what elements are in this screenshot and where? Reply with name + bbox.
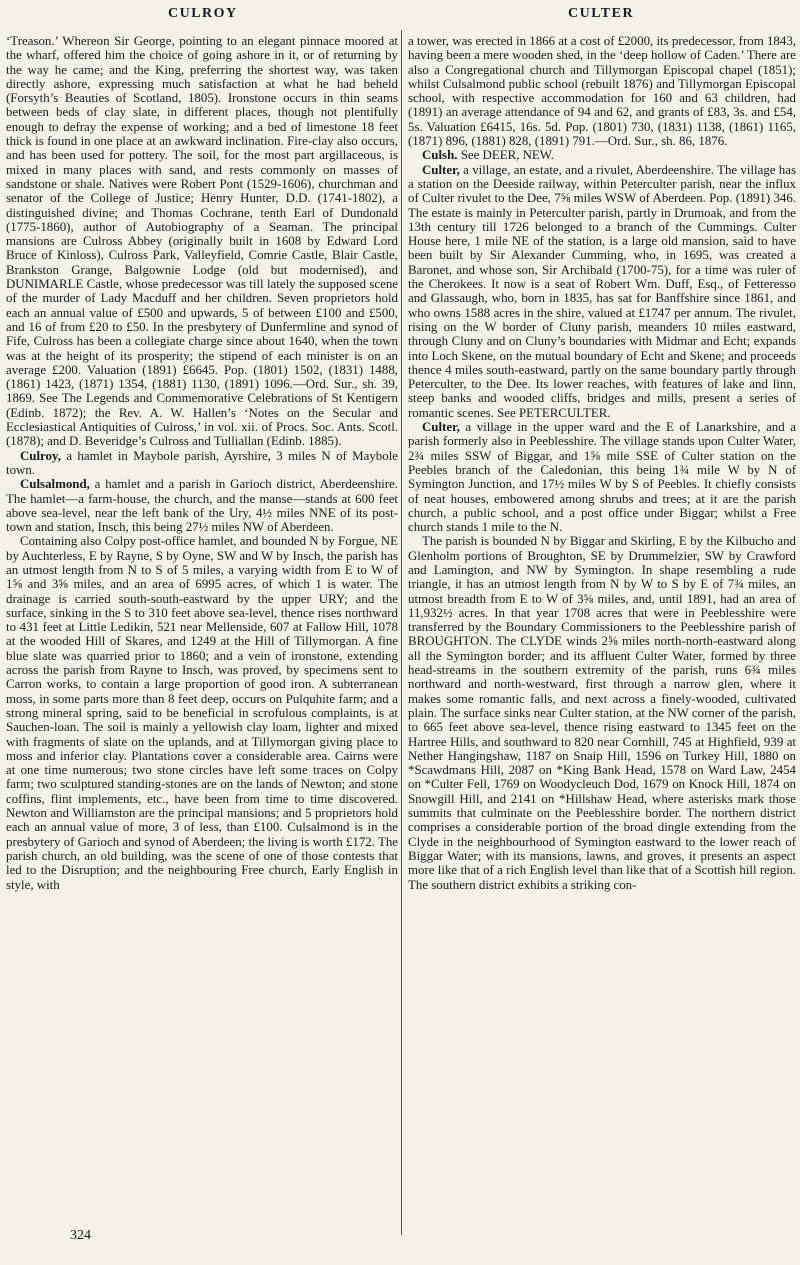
headword-culsh: Culsh. [422,148,458,163]
entry-culsh [408,148,796,162]
entry-culsalmond-text: a hamlet and a parish in Garioch district, Aberdeenshire. The hamlet—a farm-house, the church, and the manse—stands at 600 feet above sea-level, near the left bank of the Ury, 4½ miles NNE of its post-town and station, Insch, this being 27½ miles NW of Aberdeen. [6,477,398,535]
right-column [408,34,796,892]
headword-culsalmond: Culsalmond, [20,477,90,492]
page-number: 324 [70,1228,91,1243]
running-header [0,6,800,26]
left-column [6,34,398,892]
culross-continued-paragraph: ‘Treason.’ Whereon Sir George, pointing to an elegant pinnace moored at the wharf, offered him the choice of going ashore in it, or of returning by the way he came; and the King, preferring the shortest way, was taken directly ashore, expressing much satisfaction at what he had beheld (Forsyth’s Beauties of Scotland, 1805). Ironstone occurs in thin seams between beds of clay slate, in different places, though not plentifully enough to defray the expense of working; and a bed of limestone 18 feet thick is found in one place at an awkward inclination. Fire-clay also occurs, and has been used for pottery. The soil, for the most part argillaceous, is mixed in many places with sand, and rests commonly on masses of sandstone or shale. Natives were Robert Pont (1529-1606), churchman and senator of the College of Justice; Henry Hunter, D.D. (1741-1802), a distinguished divine; and Thomas Cochrane, tenth Earl of Dundonald (1775-1860), author of Autobiography of a Seaman. The principal mansions are Culross Abbey (originally built in 1608 by Edward Lord Bruce of Kinloss), Culross Park, Valleyfield, Comrie Castle, Blair Castle, Brankston Grange, Balgownie Lodge (old but modernised), and DUNIMARLE Castle, whose predecessor was till lately the supposed scene of the murder of Lady Macduff and her children. Seven proprietors hold each an annual value of £500 and upwards, 5 of between £100 and £500, and 16 of from £20 to £50. In the presbytery of Dunfermline and synod of Fife, Culross has been a collegiate charge since about 1640, when the town was at the height of its prosperity; the stipend of each minister is on an average £200. Valuation (1891) £6645. Pop. (1801) 1502, (1831) 1488, (1861) 1423, (1871) 1354, (1881) 1130, (1891) 1096.—Ord. Sur., sh. 39, 1869. See The Legends and Commemorative Celebrations of St Kentigern (Edinb. 1872); the Rev. A. W. Hallen’s ‘Notes on the Secular and Ecclesiastical Antiquities of Culross,’ in vol. xii. of Procs. Soc. Ants. Scotl. (1878); and D. Beveridge’s Culross and Tulliallan (Edinb. 1885). [6,34,398,449]
entry-culter-aberdeenshire [408,163,796,420]
headword-culter-aberdeenshire: Culter, [422,162,460,177]
culsalmond-continued-paragraph: a tower, was erected in 1866 at a cost of £2000, its predecessor, from 1843, having been a mere wooden shed, in the ‘deep hollow of Caden.’ There are also a Congregational church and Tillymorgan Episcopal chapel (1851); whilst Culsalmond public school (rebuilt 1876) and Tillymorgan Episcopal school, with respective accommodation for 160 and 63 children, had (1891) an average attendance of 94 and 62, and grants of £83, 3s. and £54, 5s. Valuation £6415, 16s. 5d. Pop. (1801) 730, (1831) 1138, (1861) 1165, (1871) 896, (1881) 828, (1891) 791.—Ord. Sur., sh. 86, 1876. [408,34,796,149]
entry-culsalmond [6,477,398,534]
entry-culter-aberdeenshire-text: a village, an estate, and a rivulet, Aberdeenshire. The village has a station on the Deeside railway, within Peterculter parish, near the influx of Culter rivulet to the Dee, 7⅝ miles WSW of Aberdeen. Pop. (1891) 346. The estate is mainly in Peterculter parish, partly in Drumoak, and from the 13th century till 1726 belonged to a branch of the Cummings. Culter House here, 1 mile NE of the station, is a large old mansion, said to have been built by Sir Alexander Cumming, who, in 1695, was created a Baronet, and whose son, Sir Archibald (1700-75), for a time was ruler of the Cherokees. It now is a seat of Robert Wm. Duff, Esq., of Fetteresso and Glassaugh, who, born in 1835, has sat for Banffshire since 1861, and who owns 1588 acres in the shire, valued at £1747 per annum. The rivulet, rising on the W border of Cluny parish, meanders 10 miles eastward, through Cluny and on Cluny’s boundaries with Midmar and Echt; expands into Loch Skene, on the mutual boundary of Echt and Skene; and proceeds thence 4 miles south-eastward, partly on the same boundary partly through Peterculter, to the Dee. Its lower reaches, with features of lake and linn, steep banks and wooded cliffs, bridges and mills, present a series of romantic scenes. See PETERCULTER. [408,162,796,420]
headword-culter-lanarkshire: Culter, [422,420,460,435]
header-right: CULTER [568,6,635,21]
entry-culter-lanarkshire [408,420,796,534]
culsalmond-parish-paragraph: Containing also Colpy post-office hamlet, and bounded N by Forgue, NE by Auchterless, E by Rayne, S by Oyne, SW and W by Insch, the parish has an utmost length from N to S of 5 miles, a varying width from E to W of 1⅝ and 3⅝ miles, and an area of 6995 acres, of which 1 is water. The drainage is carried south-south-eastward by the upper URY; and the surface, sinking in the S to 310 feet above sea-level, thence rises northward to 431 feet at Little Ledikin, 521 near Mellenside, 607 at Fallow Hill, 1078 at the wooded Hill of Skares, and 1249 at the Hill of Tillymorgan. A fine blue slate was quarried prior to 1860; and a vein of ironstone, extending across the parish from Rayne to Insch, was proved, by specimens sent to Carron works, to contain a large proportion of good iron. A subterranean moss, in some parts more than 8 feet deep, occurs on Pulquhite farm; and a strong mineral spring, said to be beneficial in scrofulous complaints, is at Sauchen-loan. The soil is mainly a yellowish clay loam, lighter and mixed with fragments of slate on the uplands, and at Tillymorgan giving place to moss and inferior clay. Plantations cover a considerable area. Cairns were at one time numerous; two stone circles have left some traces on Colpy farm; two sculptured standing-stones are on the lands of Newton; and stone coffins, flint implements, etc., have been from time to time discovered. Newton and Williamston are the principal mansions; and 5 proprietors hold each an annual value of more, 3 of less, than £100. Culsalmond is in the presbytery of Garioch and synod of Aberdeen; the living is worth £172. The parish church, an old building, was the scene of one of those contests that led to the Disruption; and the neighbouring Free church, Early English in style, with [6,534,398,892]
entry-culroy [6,449,398,478]
headword-culroy: Culroy, [20,448,61,463]
entry-culter-lanarkshire-text: a village in the upper ward and the E of Lanarkshire, and a parish formerly also in Peeblesshire. The village stands upon Culter Water, 2¾ miles SSW of Biggar, and 1⅝ mile SSE of Culter station on the Peebles branch of the Caledonian, this being 1¾ mile W by N of Symington Junction, and 17½ miles W by S of Peebles. It chiefly consists of neat houses, embowered among shrubs and trees; at it are the parish church, a public school, and a post office under Biggar; whilst a Free church stands 1 mile to the N. [408,420,796,535]
column-rule [401,30,402,1235]
culter-parish-paragraph: The parish is bounded N by Biggar and Skirling, E by the Kilbucho and Glenholm portions of Broughton, SE by Drummelzier, SW by Crawford and Lamington, and NW by Symington. In shape resembling a rude triangle, it has an utmost length from N by W to S by E of 7¾ miles, an utmost breadth from E to W of 3⅝ miles, and, until 1891, had an area of 11,932½ acres. In that year 1708 acres that were in Peeblesshire were transferred by the Boundary Commissioners to the Peeblesshire parish of BROUGHTON. The CLYDE winds 2⅝ miles north-north-eastward along all the Symington border; and its affluent Culter Water, formed by three head-streams in the southern extremity of the parish, runs 6¾ miles northward and north-westward, first through a narrow glen, where it makes some romantic falls, and next across a finely-wooded, cultivated plain. The surface sinks near Culter station, at the NW corner of the parish, to 665 feet above sea-level, thence rising eastward to 1345 feet on the Hartree Hills, and southward to 820 near Cornhill, 745 at Highfield, 939 at Nether Hangingshaw, 1187 on Snaip Hill, 1596 on Turkey Hill, 1880 on *Scawdmans Hill, 2087 on *King Bank Head, 1578 on Ward Law, 2454 on *Culter Fell, 1769 on Woodycleuch Dod, 1679 on Knock Hill, 1874 on Snowgill Hill, and 2141 on *Hillshaw Head, where asterisks mark those summits that culminate on the Peeblesshire border. The northern district comprises a considerable portion of the broad dingle extending from the Clyde in the neighbourhood of Symington eastward to the lower reach of Biggar Water; with its mansions, lawns, and groves, it presents an aspect more like that of a rich English level than like that of a Scottish hill region. The southern district exhibits a striking con- [408,534,796,892]
header-left: CULROY [168,6,238,21]
entry-culroy-text: a hamlet in Maybole parish, Ayrshire, 3 miles N of Maybole town. [6,448,398,477]
entry-culsh-text: See DEER, NEW. [457,148,555,163]
